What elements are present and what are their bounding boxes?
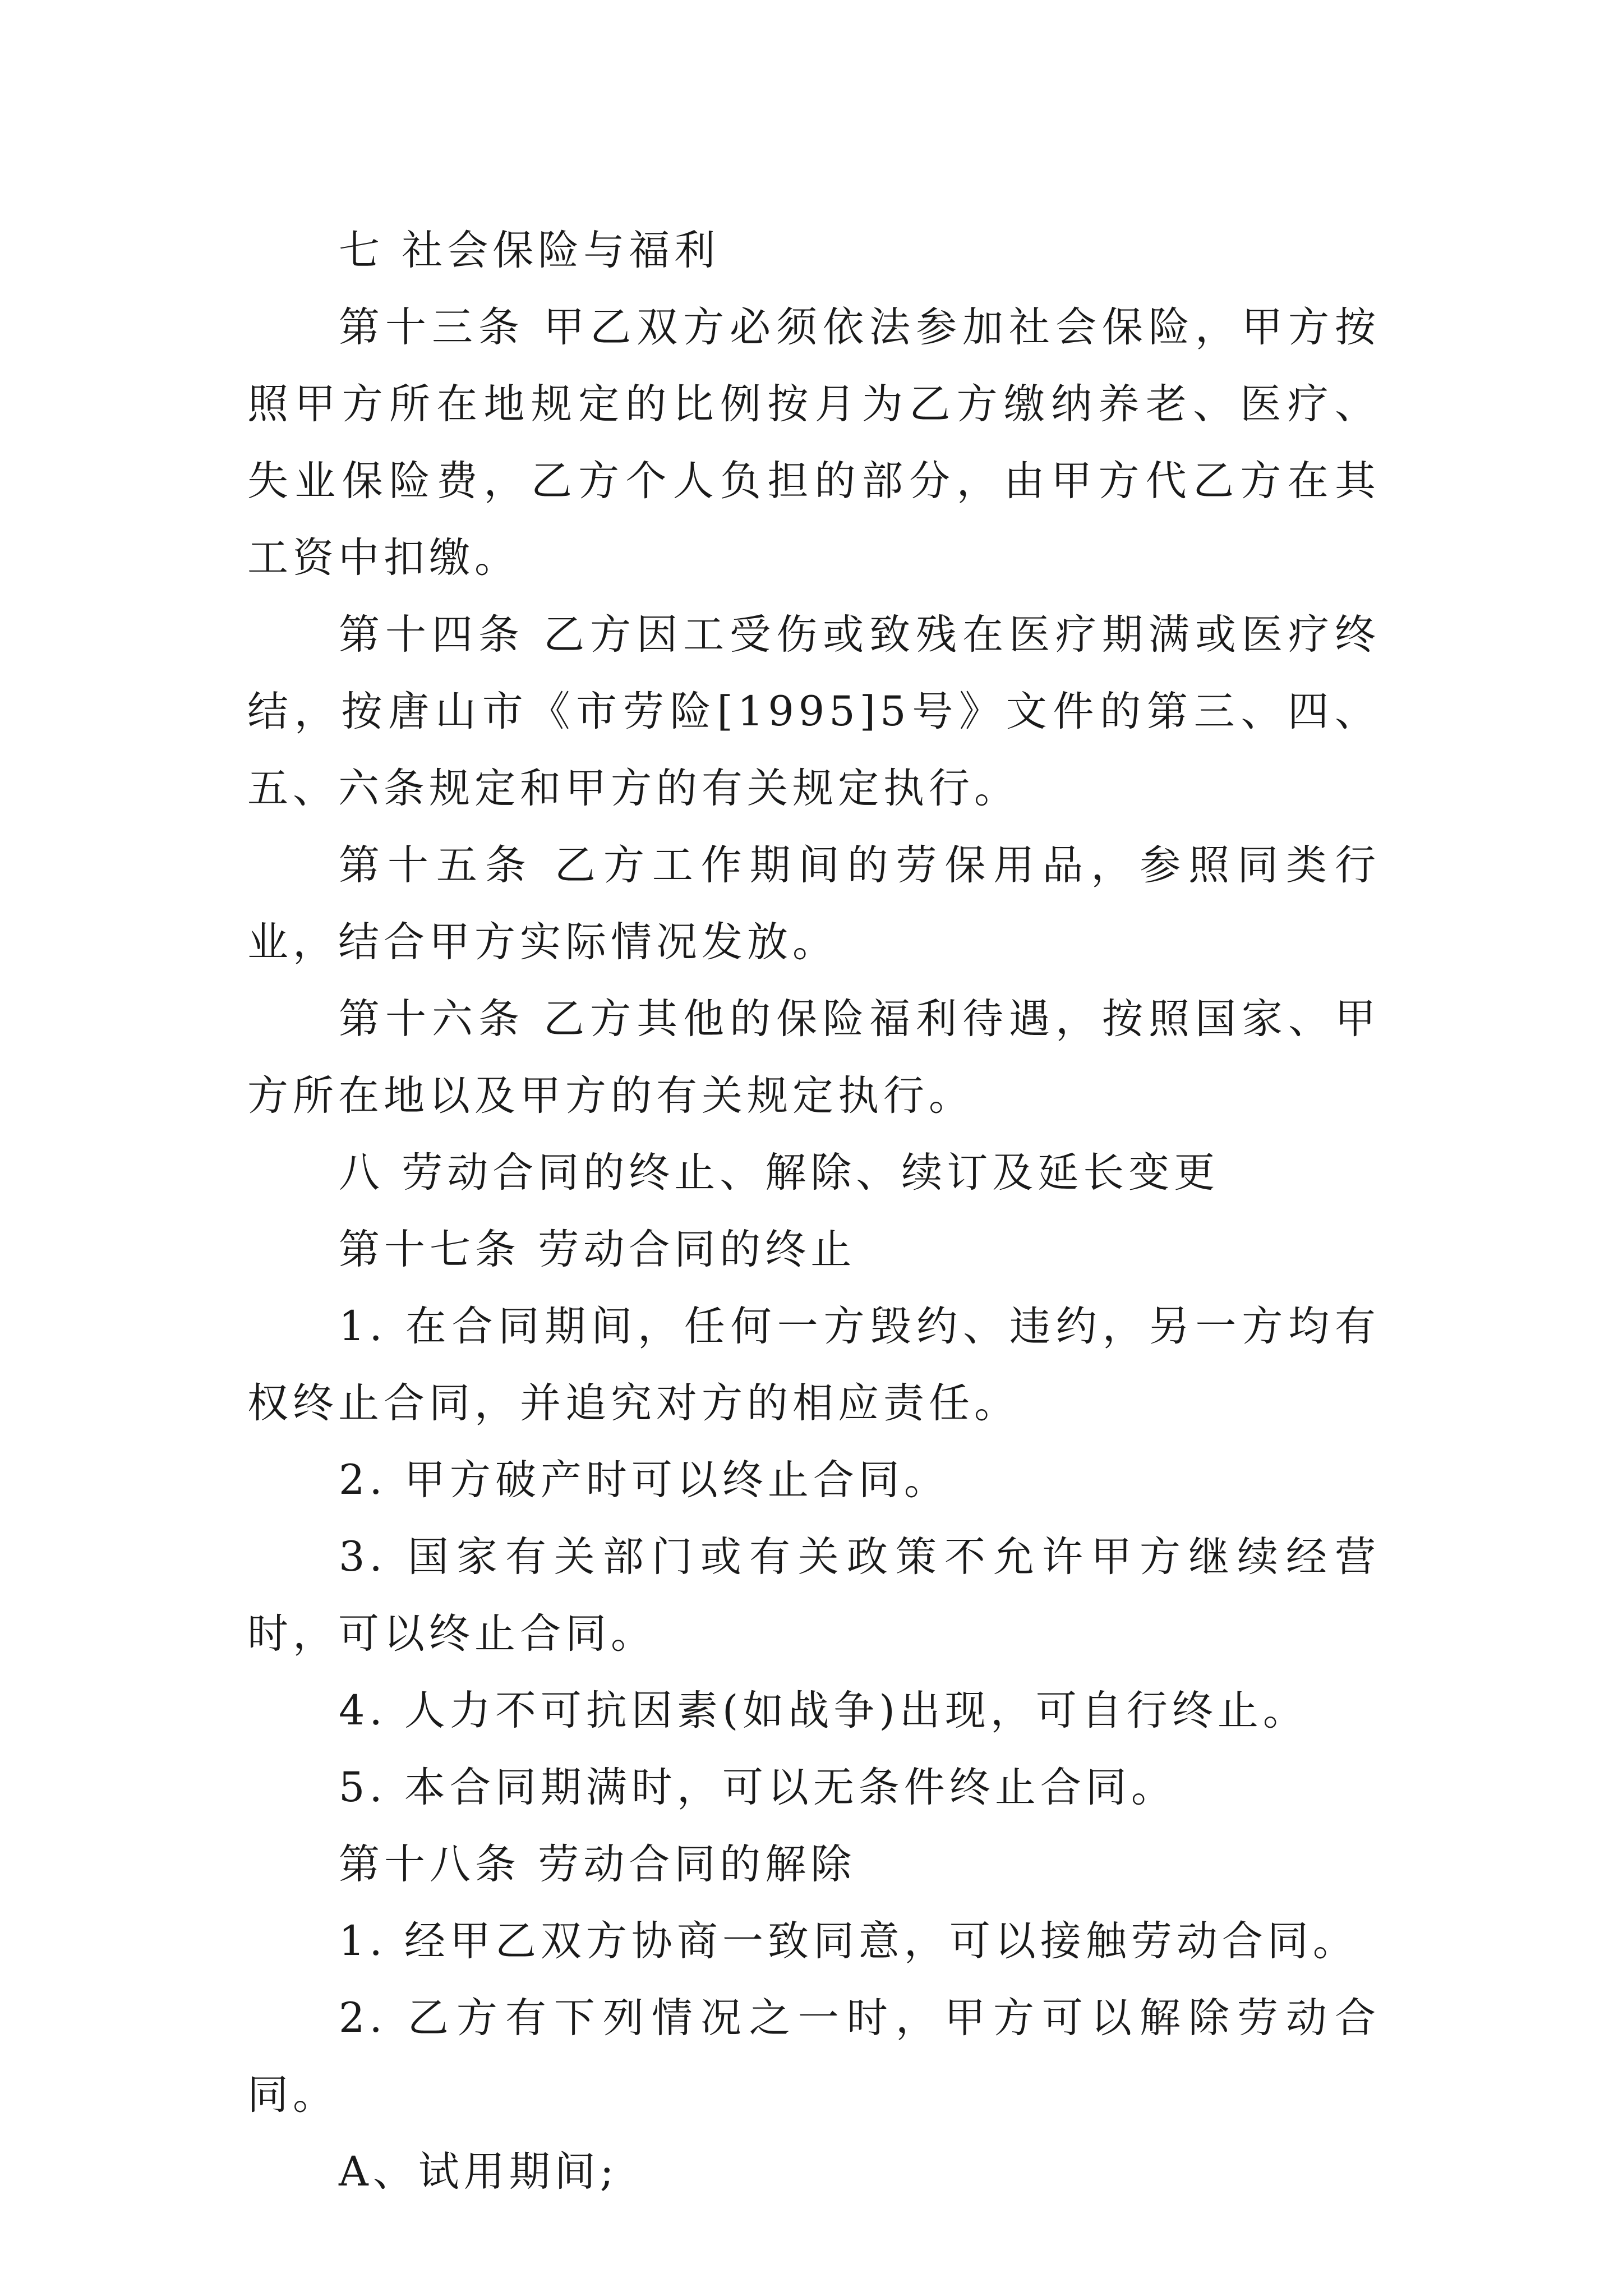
section-heading-8: 八 劳动合同的终止、解除、续订及延长变更 bbox=[339, 1149, 1220, 1197]
article-16-paragraph: 第十六条 乙方其他的保险福利待遇，按照国家、甲方所在地以及甲方的有关规定执行。 bbox=[247, 995, 1380, 1120]
list-item: 2. 乙方有下列情况之一时，甲方可以解除劳动合同。 bbox=[247, 1994, 1380, 2119]
article-18-heading: 第十八条 劳动合同的解除 bbox=[339, 1841, 856, 1888]
list-item: 1. 经甲乙双方协商一致同意，可以接触劳动合同。 bbox=[339, 1917, 1358, 1965]
document-body bbox=[247, 212, 1380, 2210]
article-13-paragraph: 第十三条 甲乙双方必须依法参加社会保险，甲方按照甲方所在地规定的比例按月为乙方缴纳养老、医疗、失业保险费，乙方个人负担的部分，由甲方代乙方在其工资中扣缴。 bbox=[247, 303, 1380, 582]
article-15-paragraph: 第十五条 乙方工作期间的劳保用品，参照同类行业，结合甲方实际情况发放。 bbox=[247, 841, 1380, 966]
list-item: 3. 国家有关部门或有关政策不允许甲方继续经营时，可以终止合同。 bbox=[247, 1533, 1380, 1658]
list-item: 4. 人力不可抗因素(如战争)出现，可自行终止。 bbox=[339, 1687, 1308, 1734]
list-item: 1. 在合同期间，任何一方毁约、违约，另一方均有权终止合同，并追究对方的相应责任。 bbox=[247, 1303, 1380, 1427]
list-item: 2. 甲方破产时可以终止合同。 bbox=[339, 1456, 949, 1504]
article-17-heading: 第十七条 劳动合同的终止 bbox=[339, 1226, 856, 1273]
section-heading-7: 七 社会保险与福利 bbox=[339, 227, 720, 274]
article-14-paragraph: 第十四条 乙方因工受伤或致残在医疗期满或医疗终结，按唐山市《市劳险[1995]5号》文件的第三、四、五、六条规定和甲方的有关规定执行。 bbox=[247, 611, 1380, 812]
list-item: A、试用期间; bbox=[339, 2148, 619, 2196]
list-item: 5. 本合同期满时，可以无条件终止合同。 bbox=[339, 1764, 1177, 1811]
